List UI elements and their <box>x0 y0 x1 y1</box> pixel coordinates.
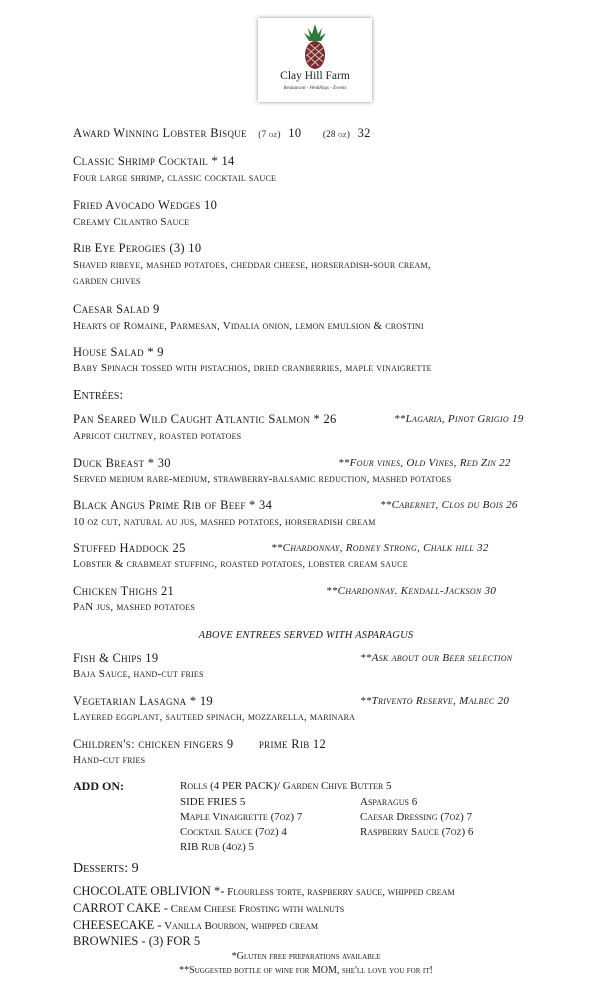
item-name: Black Angus Prime Rib of Beef * 34 <box>73 498 273 512</box>
entrees-heading: Entrées: <box>73 388 124 403</box>
addon-item: RIB Rub (4oz) 5 <box>180 841 255 853</box>
restaurant-logo <box>258 18 372 102</box>
item-name: Chicken Thighs 21 <box>73 584 175 598</box>
wine-pairing: **Four vines, Old Vines, Red Zin 22 <box>338 457 511 469</box>
dessert-name: CARROT CAKE - <box>73 901 168 915</box>
item-name: House Salad * 9 <box>73 345 164 359</box>
item-name: Stuffed Haddock 25 <box>73 541 186 555</box>
item-name: Fried Avocado Wedges 10 <box>73 198 218 212</box>
item-description: Baja Sauce, hand-cut fries <box>73 668 204 680</box>
addon-item: Rolls (4 PER PACK)/ Garden Chive Butter 5 <box>180 780 392 792</box>
item-name: Vegetarian Lasagna * 19 <box>73 694 213 708</box>
size-small: (7 oz) <box>258 129 281 139</box>
item-description: 10 oz cut, natural au jus, mashed potatoes, horseradish cream <box>73 516 376 528</box>
dessert-name: BROWNIES - (3) FOR 5 <box>73 934 201 948</box>
item-description: Four large shrimp, classic cocktail sauce <box>73 172 277 184</box>
desserts-heading: Desserts: 9 <box>73 861 139 876</box>
item-name: Pan Seared Wild Caught Atlantic Salmon * 26 <box>73 412 337 426</box>
item-name: Award Winning Lobster Bisque <box>73 126 247 140</box>
item-description: Shaved ribeye, mashed potatoes, cheddar cheese, horseradish-sour cream, <box>73 259 431 271</box>
dessert-item <box>73 901 344 916</box>
childrens-menu <box>73 737 326 752</box>
addon-item: Asparagus 6 <box>360 796 418 808</box>
wine-pairing: **Cabernet, Clos du Bois 26 <box>380 499 518 511</box>
dessert-name: CHOCOLATE OBLIVION *- <box>73 884 225 898</box>
wine-pairing: **Chardonnay. Kendall-Jackson 30 <box>326 585 497 597</box>
item-description: Apricot chutney, roasted potatoes <box>73 430 242 442</box>
item-description: Served medium rare-medium, strawberry-balsamic reduction, mashed potatoes <box>73 473 452 485</box>
wine-pairing: **Trivento Reserve, Malbec 20 <box>360 695 510 707</box>
item-name: Classic Shrimp Cocktail * 14 <box>73 154 235 168</box>
menu-item-lobster-bisque <box>73 126 371 141</box>
logo-tagline: Restaurant - Weddings - Events <box>283 86 347 91</box>
item-name: Caesar Salad 9 <box>73 302 160 316</box>
item-name: Fish & Chips 19 <box>73 651 159 665</box>
price-large: 32 <box>357 126 371 140</box>
item-description: PaN jus, mashed potatoes <box>73 601 195 613</box>
item-description: Creamy Cilantro Sauce <box>73 216 190 228</box>
size-large: (28 oz) <box>322 129 351 139</box>
addon-item: Caesar Dressing (7oz) 7 <box>360 811 473 823</box>
footnote-wine: **Suggested bottle of wine for MOM, she'll love you for it! <box>179 965 433 976</box>
dessert-item <box>73 934 200 949</box>
pineapple-icon <box>302 22 328 70</box>
addon-item: Cocktail Sauce (7oz) 4 <box>180 826 287 838</box>
dessert-description: Vanilla Bourbon, whipped cream <box>161 920 318 932</box>
wine-pairing: **Ask about our Beer selection <box>360 652 513 664</box>
dessert-item <box>73 884 455 899</box>
price-small: 10 <box>288 126 302 140</box>
childrens-prime-rib: prime Rib 12 <box>258 737 327 751</box>
logo-name: Clay Hill Farm <box>280 70 350 82</box>
dessert-item <box>73 918 318 933</box>
item-name: Duck Breast * 30 <box>73 456 171 470</box>
addon-label: ADD ON: <box>73 779 124 793</box>
addon-item: SIDE FRIES 5 <box>180 796 246 808</box>
item-description: Hand-cut fries <box>73 754 146 766</box>
item-description: Baby Spinach tossed with pistachios, dried cranberries, maple vinaigrette <box>73 362 432 374</box>
item-description: Layered eggplant, sauteed spinach, mozzarella, marinara <box>73 711 356 723</box>
wine-pairing: **Lagaria, Pinot Grigio 19 <box>394 413 524 425</box>
item-description: Lobster & crabmeat stuffing, roasted potatoes, lobster cream sauce <box>73 558 408 570</box>
asparagus-note: ABOVE ENTREES SERVED WITH ASPARAGUS <box>198 630 414 641</box>
footnote-gluten-free: *Gluten free preparations available <box>231 951 381 962</box>
wine-pairing: **Chardonnay, Rodney Strong, Chalk hill 32 <box>271 542 489 554</box>
addon-item: Maple Vinaigrette (7oz) 7 <box>180 811 303 823</box>
dessert-name: CHEESECAKE - <box>73 918 162 932</box>
item-name: Rib Eye Perogies (3) 10 <box>73 241 202 255</box>
item-description: Hearts of Romaine, Parmesan, Vidalia onion, lemon emulsion & crostini <box>73 320 424 332</box>
dessert-description: Flourless torte, raspberry sauce, whipped cream <box>224 886 455 898</box>
dessert-description: Cream Cheese Frosting with walnuts <box>167 903 345 915</box>
item-description-cont: garden chives <box>73 275 141 287</box>
addon-item: Raspberry Sauce (7oz) 6 <box>360 826 474 838</box>
childrens-label: Children's: chicken fingers 9 <box>73 737 234 751</box>
